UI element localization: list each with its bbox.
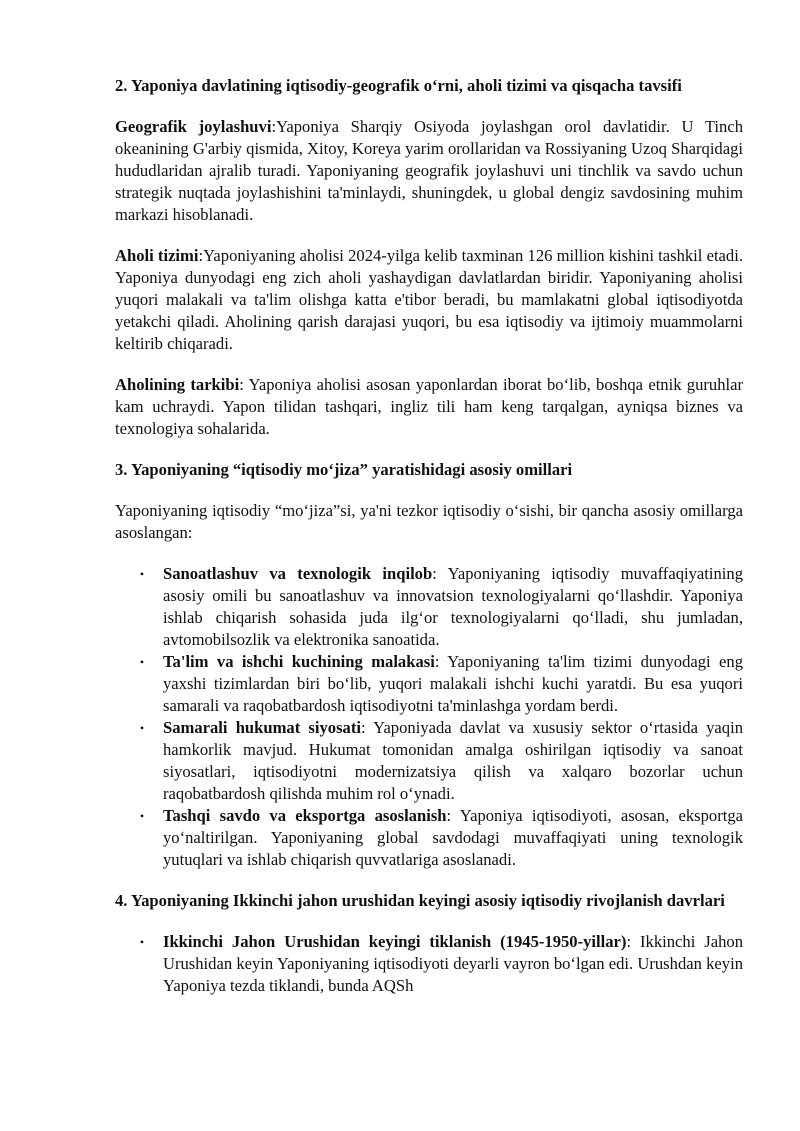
list-item-label: Ta'lim va ishchi kuchining malakasi bbox=[163, 652, 435, 671]
list-item-label: Samarali hukumat siyosati bbox=[163, 718, 361, 737]
list-item bbox=[115, 717, 743, 805]
geo-text: Yaponiya Sharqiy Osiyoda joylashgan orol davlatidir. U Tinch okeanining G'arbiy qismida, Xitoy, Koreya yarim orollaridan va Rossiyaning Uzoq Sharqidagi hududlaridan ajralib turadi. Yaponiyaning geografik joylashuvi uni tinchlik va savdo uchun strategik nuqtada joylashishini ta'minlaydi, shuningdek, u global dengiz savdosining muhim markazi hisoblanadi. bbox=[115, 117, 743, 224]
section-3-heading: 3. Yaponiyaning “iqtisodiy mo‘jiza” yaratishidagi asosiy omillari bbox=[115, 460, 573, 479]
list-item-text: Yaponiyaning ta'lim tizimi dunyodagi eng yaxshi tizimlardan biri bo‘lib, yuqori malakali ishchi kuchi yaratdi. Bu esa yuqori samarali va raqobatbardosh iqtisodiyotni ta'minlashga yordam berdi. bbox=[163, 652, 743, 715]
factors-list bbox=[115, 563, 743, 871]
list-item bbox=[115, 651, 743, 717]
composition-label: Aholining tarkibi bbox=[115, 375, 240, 394]
composition-separator: : bbox=[239, 375, 249, 394]
population-text: Yaponiyaning aholisi 2024-yilga kelib taxminan 126 million kishini tashkil etadi. Yaponiya dunyodagi eng zich aholi yashaydigan davlatlardan biridir. Yaponiyaning aholisi yuqori malakali va ta'lim olishga katta e'tibor beradi, bu mamlakatni global iqtisodiyotda yetakchi qiladi. Aholining qarish darajasi yuqori, bu esa iqtisodiy va ijtimoiy muammolarni keltirib chiqaradi. bbox=[115, 246, 743, 353]
list-item bbox=[115, 563, 743, 651]
list-item-separator: : bbox=[446, 806, 460, 825]
list-item-text: Yaponiya iqtisodiyoti, asosan, eksportga yo‘naltirilgan. Yaponiyaning global savdodagi muvaffaqiyati uning texnologik yutuqlari va ishlab chiqarish quvvatlariga asoslanadi. bbox=[163, 806, 743, 869]
population-paragraph bbox=[115, 245, 743, 355]
bullet-icon: • bbox=[139, 567, 145, 581]
list-item-text: Yaponiyaning iqtisodiy muvaffaqiyatining asosiy omili bu sanoatlashuv va innovatsion texnologiyalarni qo‘llashdir. Yaponiya ishlab chiqarish sohasida juda ilg‘or texnologiyalarni qo‘lladi, shu jumladan, avtomobilsozlik va elektronika sanoatida. bbox=[163, 564, 743, 649]
bullet-icon: • bbox=[139, 721, 145, 735]
composition-paragraph bbox=[115, 374, 743, 440]
list-item bbox=[115, 805, 743, 871]
bullet-icon: • bbox=[139, 655, 145, 669]
list-item bbox=[115, 931, 743, 995]
section-4-heading: 4. Yaponiyaning Ikkinchi jahon urushidan keyingi asosiy iqtisodiy rivojlanish davrlari bbox=[115, 891, 725, 910]
bullet-icon: • bbox=[139, 935, 145, 949]
composition-text: Yaponiya aholisi asosan yaponlardan iborat bo‘lib, boshqa etnik guruhlar kam uchraydi. Yapon tilidan tashqari, ingliz tili ham keng tarqalgan, ayniqsa biznes va texnologiya sohalarida. bbox=[115, 375, 744, 438]
geo-separator: : bbox=[271, 117, 277, 136]
periods-list bbox=[115, 931, 743, 995]
geo-paragraph bbox=[115, 116, 743, 226]
population-label: Aholi tizimi bbox=[115, 246, 199, 265]
list-item-separator: : bbox=[626, 932, 641, 951]
list-item-separator: : bbox=[360, 718, 374, 737]
geo-label: Geografik joylashuvi bbox=[115, 117, 272, 136]
section-2-heading: 2. Yaponiya davlatining iqtisodiy-geografik o‘rni, aholi tizimi va qisqacha tavsifi bbox=[115, 76, 682, 95]
bullet-icon: • bbox=[139, 809, 145, 823]
list-item-text: Yaponiyada davlat va xususiy sektor o‘rtasida yaqin hamkorlik mavjud. Hukumat tomonidan amalga oshirilgan iqtisodiy va sanoat siyosatlari, iqtisodiyotni modernizatsiya qilish va xalqaro bozorlar uchun raqobatbardosh qilishda muhim rol o‘ynadi. bbox=[163, 718, 743, 803]
list-item-separator: : bbox=[432, 564, 448, 583]
list-item-label: Tashqi savdo va eksportga asoslanish bbox=[163, 806, 447, 825]
document-page bbox=[115, 75, 743, 1014]
list-item-separator: : bbox=[434, 652, 448, 671]
list-item-label: Ikkinchi Jahon Urushidan keyingi tiklanish (1945-1950-yillar) bbox=[163, 932, 627, 951]
list-item-label: Sanoatlashuv va texnologik inqilob bbox=[163, 564, 433, 583]
section-3-intro: Yaponiyaning iqtisodiy “mo‘jiza”si, ya'ni tezkor iqtisodiy o‘sishi, bir qancha asosiy omillarga asoslangan: bbox=[115, 501, 743, 542]
population-separator: : bbox=[198, 246, 204, 265]
list-item-text: Ikkinchi Jahon Urushidan keyin Yaponiyaning iqtisodiyoti deyarli vayron bo‘lgan edi. Urushdan keyin Yaponiya tezda tiklandi, bunda AQSh bbox=[163, 932, 743, 995]
